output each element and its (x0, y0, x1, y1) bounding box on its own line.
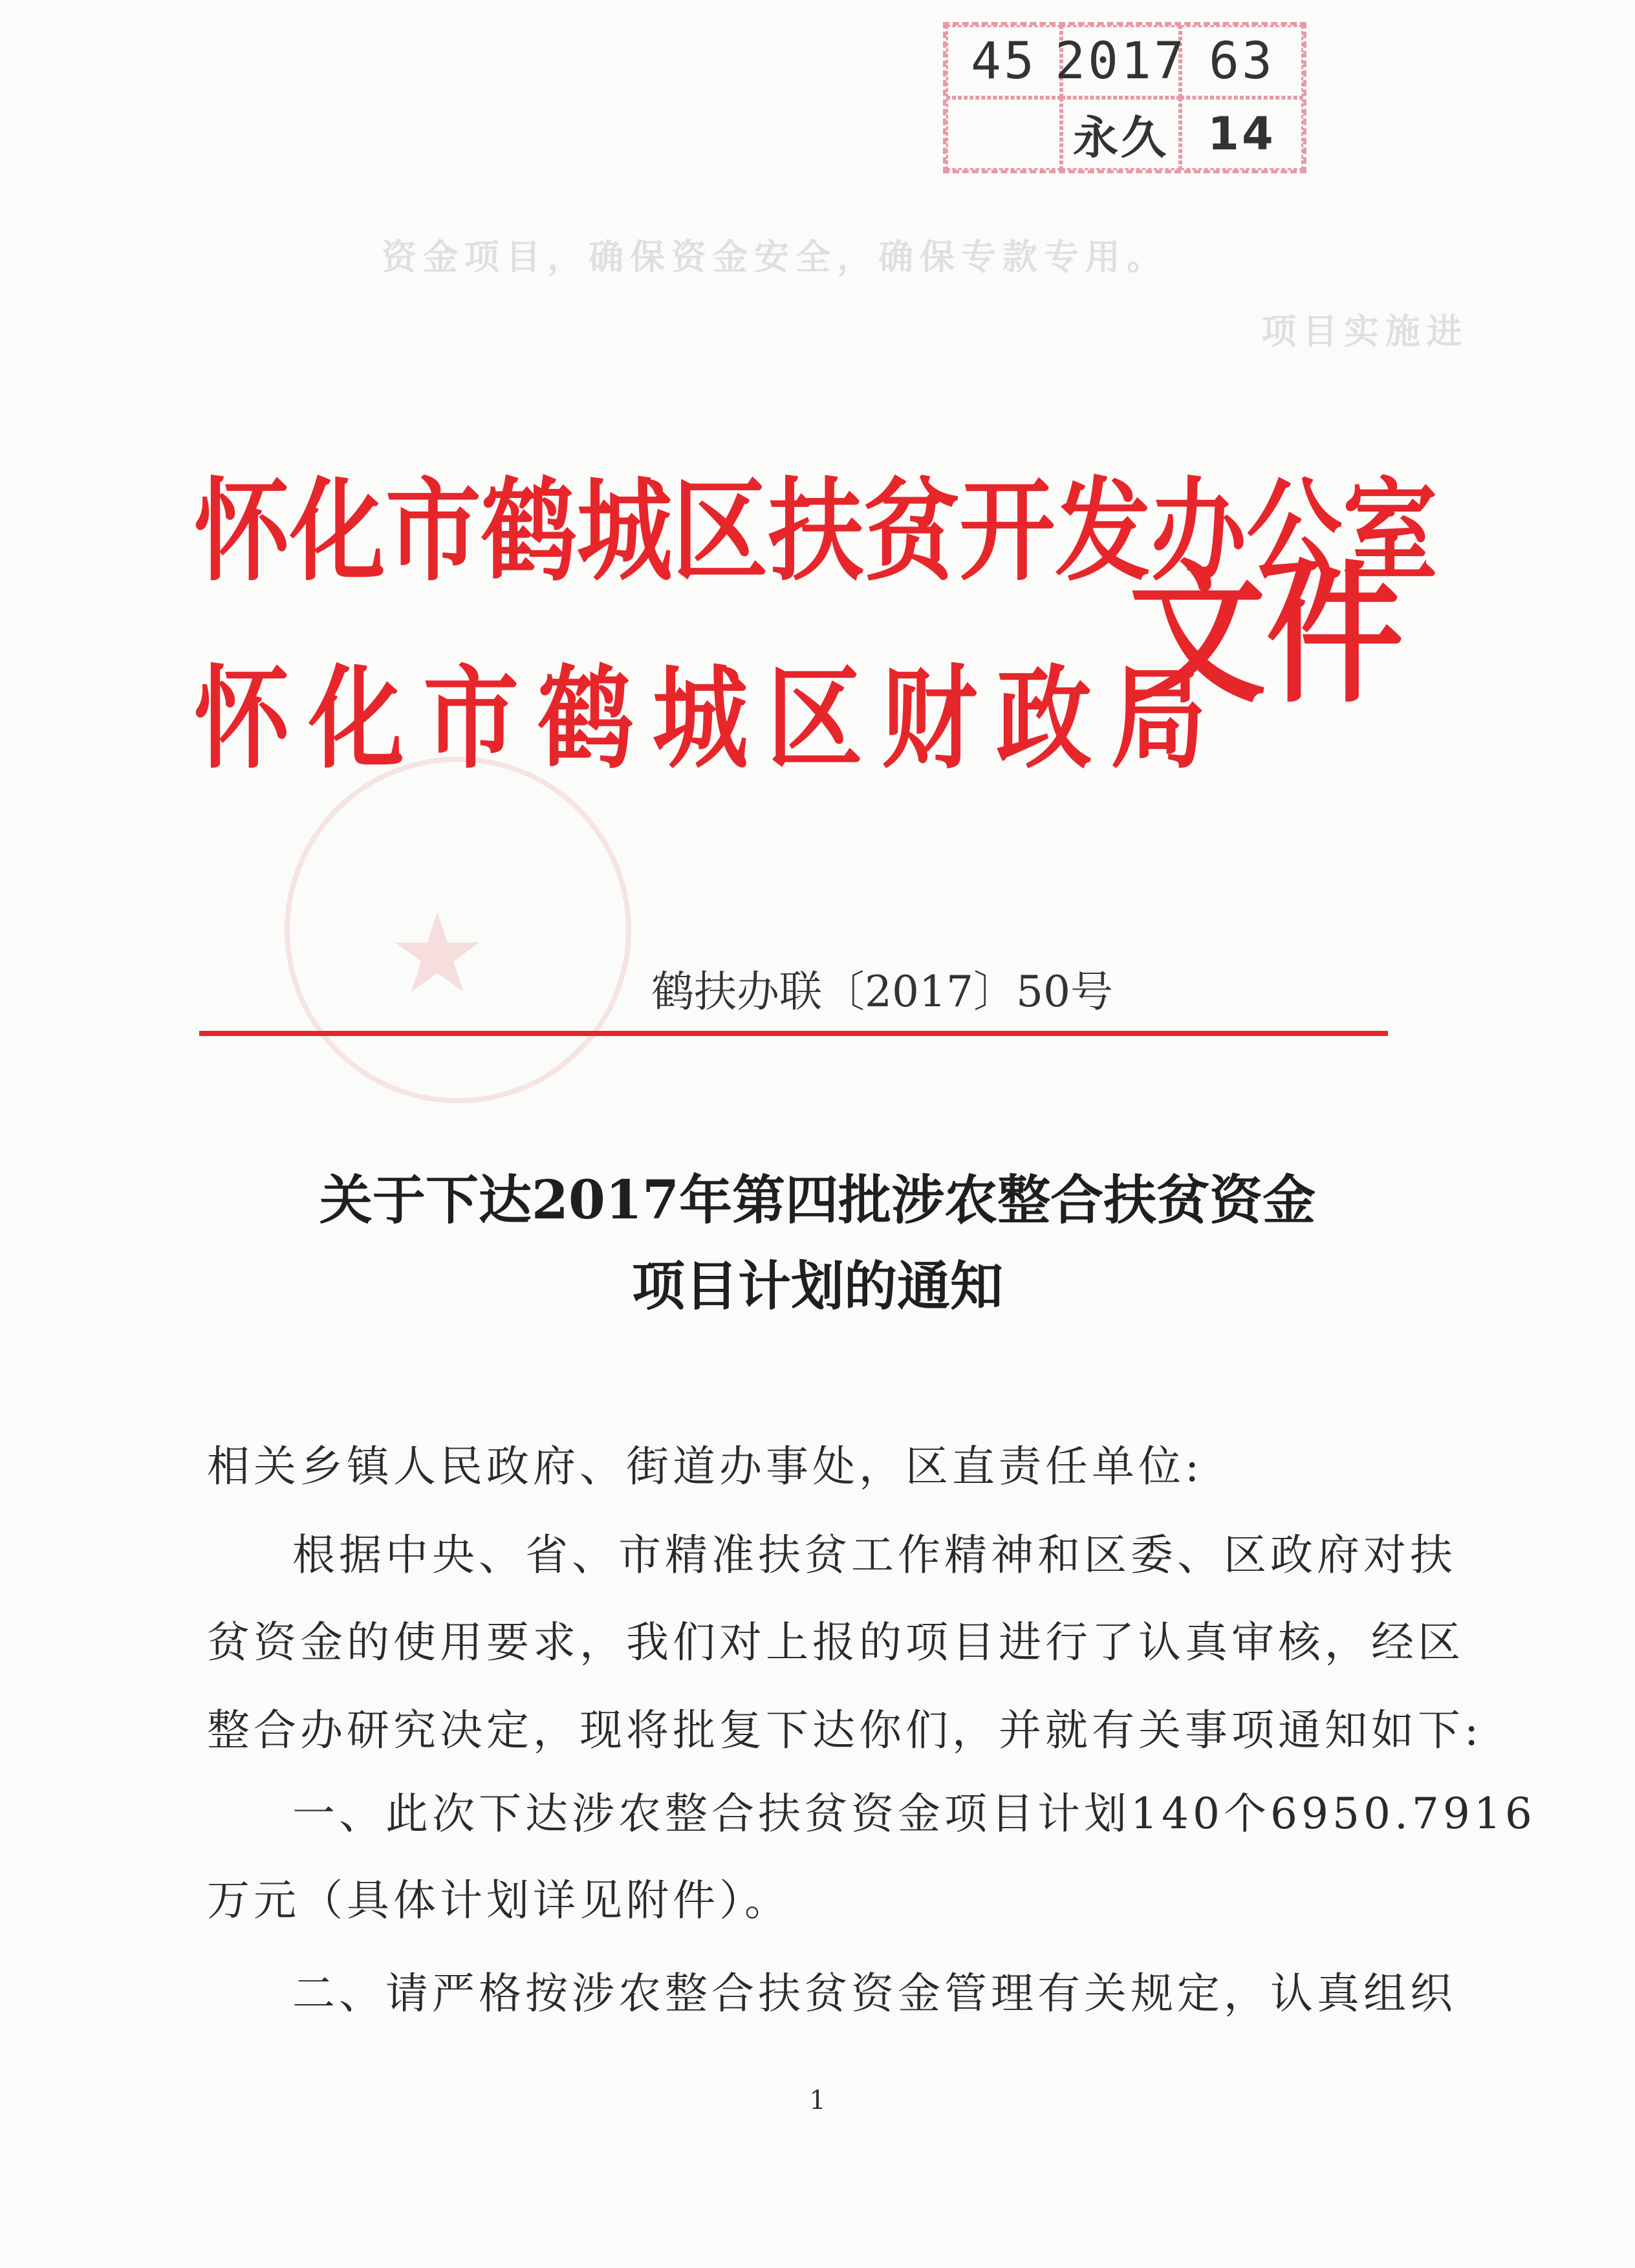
page-number: 1 (809, 2086, 826, 2115)
bleed-through-text: 资金项目，确保资金安全，确保专款专用。 (382, 236, 1168, 277)
document-number: 鹤扶办联〔2017〕50号 (651, 967, 1113, 1017)
body-line: 二、请严格按涉农整合扶贫资金管理有关规定，认真组织 (292, 1969, 1456, 2018)
body-line: 万元（具体计划详见附件）。 (207, 1875, 791, 1925)
stamp-cell (946, 98, 1061, 170)
header-divider (199, 1031, 1388, 1036)
stamp-cell: 2017 (1061, 25, 1180, 98)
body-line: 整合办研究决定，现将批复下达你们，并就有关事项通知如下: (207, 1705, 1483, 1755)
header-line-1: 怀化市鹤城区扶贫开发办公室 (194, 465, 1438, 596)
header-line-2: 怀化市鹤城区财政局 (194, 653, 1226, 784)
stamp-cell: 永久 (1061, 98, 1180, 170)
document-number-row (0, 957, 1635, 1019)
header-suffix: 文件 (1129, 544, 1403, 724)
body-line: 贫资金的使用要求，我们对上报的项目进行了认真审核，经区 (207, 1617, 1464, 1667)
title-line-2: 项目计划的通知 (631, 1255, 1003, 1317)
bleed-through-text: 项目实施进 (1261, 310, 1468, 352)
body-line: 一、此次下达涉农整合扶贫资金项目计划140个6950.7916 (292, 1789, 1536, 1839)
stamp-cell: 14 (1180, 98, 1303, 170)
body-line: 根据中央、省、市精准扶贫工作精神和区委、区政府对扶 (292, 1530, 1456, 1580)
stamp-cell: 63 (1180, 25, 1303, 98)
archive-stamp (943, 22, 1306, 173)
stamp-cell: 45 (946, 25, 1061, 98)
title-line-1: 关于下达2017年第四批涉农整合扶贫资金 (319, 1169, 1316, 1231)
seal-star-icon: ★ (388, 890, 487, 1018)
salutation: 相关乡镇人民政府、街道办事处，区直责任单位: (207, 1442, 1204, 1491)
